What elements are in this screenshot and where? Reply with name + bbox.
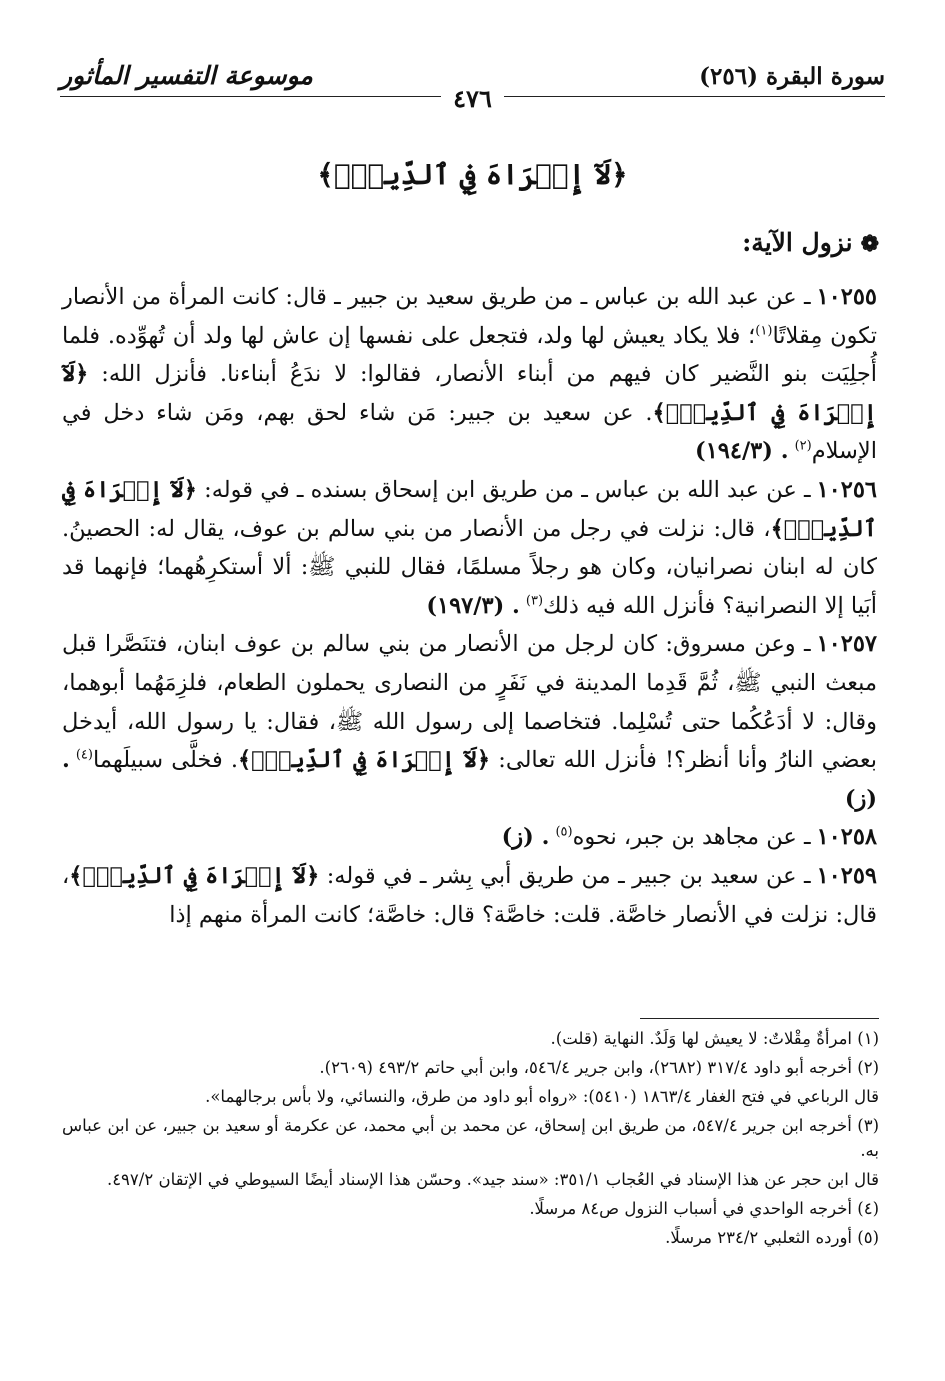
quran-quote: ﴿لَآ إِكۡرَاهَ فِي ٱلدِّينِۖ﴾ <box>237 747 491 774</box>
quran-quote: ﴿لَآ إِكۡرَاهَ فِي ٱلدِّينِۖ﴾ <box>62 476 877 542</box>
footnote-ref[interactable]: (٢) <box>794 438 812 454</box>
volume-citation: . (١٩٤/٣) <box>695 438 789 465</box>
footnote: (٢) أخرجه أبو داود ٣١٧/٤ (٢٦٨٢)، وابن جرير ٥٤٦/٤، وابن أبي حاتم ٤٩٣/٢ (٢٦٠٩). <box>319 1058 879 1077</box>
page-number-text: ٤٧٦ <box>441 84 504 113</box>
footnotes <box>62 1026 879 1254</box>
footnote-ref[interactable]: (١) <box>755 323 773 339</box>
main-text <box>62 278 877 934</box>
page-number <box>0 84 945 113</box>
footnote: قال الرباعي في فتح الغفار ١٨٦٣/٤ (٥٤١٠): «رواه أبو داود من طرق، والنسائي، ولا بأس برجالهما». <box>205 1087 879 1106</box>
footnote-ref[interactable]: (٤) <box>75 747 93 763</box>
narration-paragraph <box>62 818 877 857</box>
narration-paragraph <box>62 625 877 818</box>
footnote: قال ابن حجر عن هذا الإسناد في العُجاب ٣٥١/١: «سند جيد». وحسّن هذا الإسناد أيضًا السيوطي في الإتقان ٤٩٧/٢. <box>106 1170 879 1189</box>
ayah-title: ﴿لَآ إِكۡرَاهَ فِي ٱلدِّينِۖ﴾ <box>317 158 628 191</box>
section-heading-text: نزول الآية: <box>742 228 853 257</box>
quran-quote: ﴿لَآ إِكۡرَاهَ فِي ٱلدِّينِۖ﴾ <box>69 862 320 889</box>
narration-text: ـ عن عبد الله بن عباس ـ من طريق سعيد بن جبير ـ قال: كانت المرأة من الأنصار تكون مِقلاتًا <box>62 284 877 349</box>
surah-label: سورة البقرة (٢٥٦) <box>699 63 885 90</box>
narration-number: ١٠٢٥٧ <box>816 631 877 658</box>
flower-ornament-icon: ❁ <box>860 231 879 257</box>
narration-number: ١٠٢٥٥ <box>816 284 877 310</box>
narration-text: ؛ فلا يكاد يعيش لها ولد، فتجعل على نفسها إن عاش لها ولد أن تُهوِّده. فلما أُجلِيَت بنو النَّضير كان فيهم من أبناء الأنصار، فقالوا: لا ندَعُ أبناءنا. فأنزل الله: <box>62 322 877 388</box>
footnote-ref[interactable]: (٥) <box>555 824 573 840</box>
footnote: (٥) أورده الثعلبي ٢٣٤/٢ مرسلًا. <box>665 1228 879 1247</box>
narration-text: . عن سعيد بن جبير: مَن شاء لحق بهم، ومَن شاء دخل في الإسلام <box>62 399 877 465</box>
footnote-ref[interactable]: (٣) <box>525 593 544 609</box>
quran-quote: ﴿لَآ إِكۡرَاهَ فِي ٱلدِّينِۖ﴾ <box>62 361 877 426</box>
footnote: (١) امرأةٌ مِقْلاتٌ: لا يعيش لها وَلَدٌ. النهاية (قلت). <box>550 1029 879 1048</box>
narration-text: ـ عن سعيد بن جبير ـ من طريق أبي بِشر ـ في قوله: <box>326 862 811 889</box>
narration-text: ، قال: نزلت في رجل من الأنصار من بني سالم بن عوف، يقال له: الحصينُ. كان له ابنان نصرانيان، وكان هو رجلاً مسلمًا، فقال للنبي ﷺ: ألا أستكرِهُهما؛ فإنهما قد أبَيا إلا النصرانية؟ فأنزل الله فيه ذلك <box>62 515 877 619</box>
narration-text: ـ عن عبد الله بن عباس ـ من طريق ابن إسحاق بسنده ـ في قوله: <box>204 476 811 503</box>
narration-number: ١٠٢٥٩ <box>816 862 878 889</box>
narration-paragraph <box>62 278 877 471</box>
footnote: (٤) أخرجه الواحدي في أسباب النزول ص٨٤ مرسلًا. <box>529 1199 879 1218</box>
footnote-separator <box>640 1018 879 1019</box>
book-title: موسوعة التفسير المأثور <box>60 61 313 90</box>
narration-text: . فخلَّى سبيلَهما <box>92 747 238 774</box>
footnote: (٣) أخرجه ابن جرير ٥٤٧/٤، من طريق ابن إسحاق، عن محمد بن أبي محمد، عن عكرمة أو سعيد بن جبير، عن ابن عباس به. <box>62 1116 879 1160</box>
volume-citation: . (ز) <box>501 824 550 851</box>
narration-paragraph <box>62 857 877 934</box>
narration-text: ـ عن مجاهد بن جبر، نحوه <box>572 824 811 851</box>
section-heading <box>742 228 879 257</box>
narration-number: ١٠٢٥٦ <box>816 476 877 503</box>
narration-text: ، قال: نزلت في الأنصار خاصَّة. قلت: خاصَّة؟ قال: خاصَّة؛ كانت المرأة منهم إذا <box>62 862 877 928</box>
narration-number: ١٠٢٥٨ <box>816 824 877 851</box>
narration-text: ـ وعن مسروق: كان لرجل من الأنصار من بني سالم بن عوف ابنان، فتنَصَّرا قبل مبعث النبي ﷺ، ثُمَّ قَدِما المدينة في نَفَرٍ من النصارى يحملون الطعام، فلزِمَهُما أبوهما، وقال: لا أدَعُكُما حتى تُسْلِما. فتخاصما إلى رسول الله ﷺ، فقال: يا رسول الله، أيدخل بعضي النارُ وأنا أنظر؟! فأنزل الله تعالى: <box>62 631 877 774</box>
volume-citation: . (١٩٧/٣) <box>426 592 520 619</box>
narration-paragraph <box>62 471 877 625</box>
volume-citation: . (ز) <box>62 747 877 812</box>
